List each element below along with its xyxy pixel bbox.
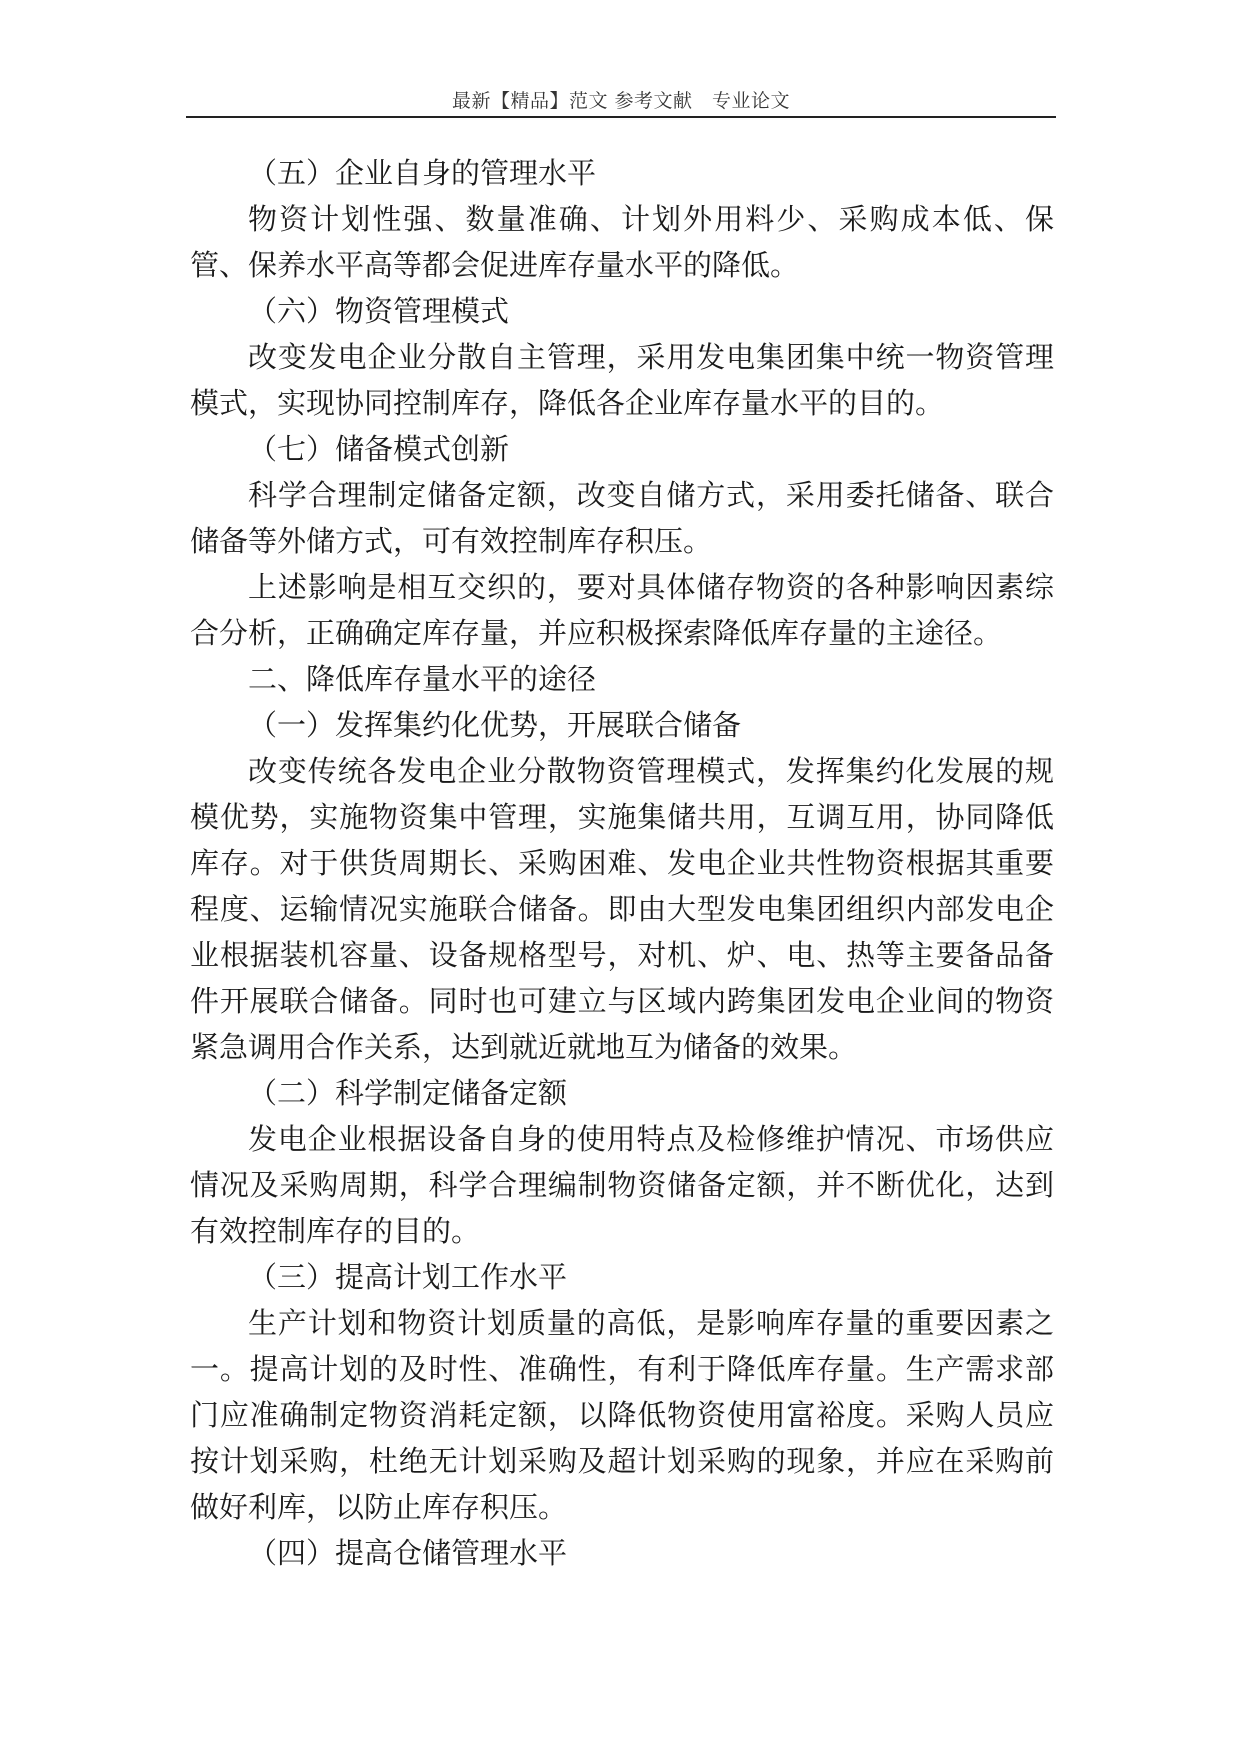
header-divider xyxy=(186,116,1056,118)
chapter-heading: 二、降低库存量水平的途径 xyxy=(248,662,597,696)
section-heading: （七）储备模式创新 xyxy=(248,432,510,466)
body-paragraph: 生产计划和物资计划质量的高低，是影响库存量的重要因素之一。提高计划的及时性、准确性，有利于降低库存量。生产需求部门应准确制定物资消耗定额，以降低物资使用富裕度。采购人员应按计划采购，杜绝无计划采购及超计划采购的现象，并应在采购前做好利库，以防止库存积压。 xyxy=(190,1306,1054,1524)
section-heading: （六）物资管理模式 xyxy=(248,294,510,328)
body-paragraph: 发电企业根据设备自身的使用特点及检修维护情况、市场供应情况及采购周期，科学合理编制物资储备定额，并不断优化，达到有效控制库存的目的。 xyxy=(190,1122,1054,1248)
body-paragraph: 上述影响是相互交织的，要对具体储存物资的各种影响因素综合分析，正确确定库存量，并应积极探索降低库存量的主途径。 xyxy=(190,570,1054,650)
body-paragraph: 科学合理制定储备定额，改变自储方式，采用委托储备、联合储备等外储方式，可有效控制库存积压。 xyxy=(190,478,1054,558)
document-body xyxy=(190,150,1054,1576)
section-heading: （三）提高计划工作水平 xyxy=(248,1260,568,1294)
page-header: 最新【精品】范文 参考文献 专业论文 xyxy=(451,90,791,112)
section-heading: （一）发挥集约化优势，开展联合储备 xyxy=(248,708,742,742)
section-heading: （二）科学制定储备定额 xyxy=(248,1076,568,1110)
section-heading: （四）提高仓储管理水平 xyxy=(248,1536,568,1570)
body-paragraph: 改变发电企业分散自主管理，采用发电集团集中统一物资管理模式，实现协同控制库存，降低各企业库存量水平的目的。 xyxy=(190,340,1054,420)
body-paragraph: 物资计划性强、数量准确、计划外用料少、采购成本低、保管、保养水平高等都会促进库存量水平的降低。 xyxy=(190,202,1054,282)
section-heading: （五）企业自身的管理水平 xyxy=(248,156,597,190)
body-paragraph: 改变传统各发电企业分散物资管理模式，发挥集约化发展的规模优势，实施物资集中管理，实施集储共用，互调互用，协同降低库存。对于供货周期长、采购困难、发电企业共性物资根据其重要程度、运输情况实施联合储备。即由大型发电集团组织内部发电企业根据装机容量、设备规格型号，对机、炉、电、热等主要备品备件开展联合储备。同时也可建立与区域内跨集团发电企业间的物资紧急调用合作关系，达到就近就地互为储备的效果。 xyxy=(190,754,1054,1064)
